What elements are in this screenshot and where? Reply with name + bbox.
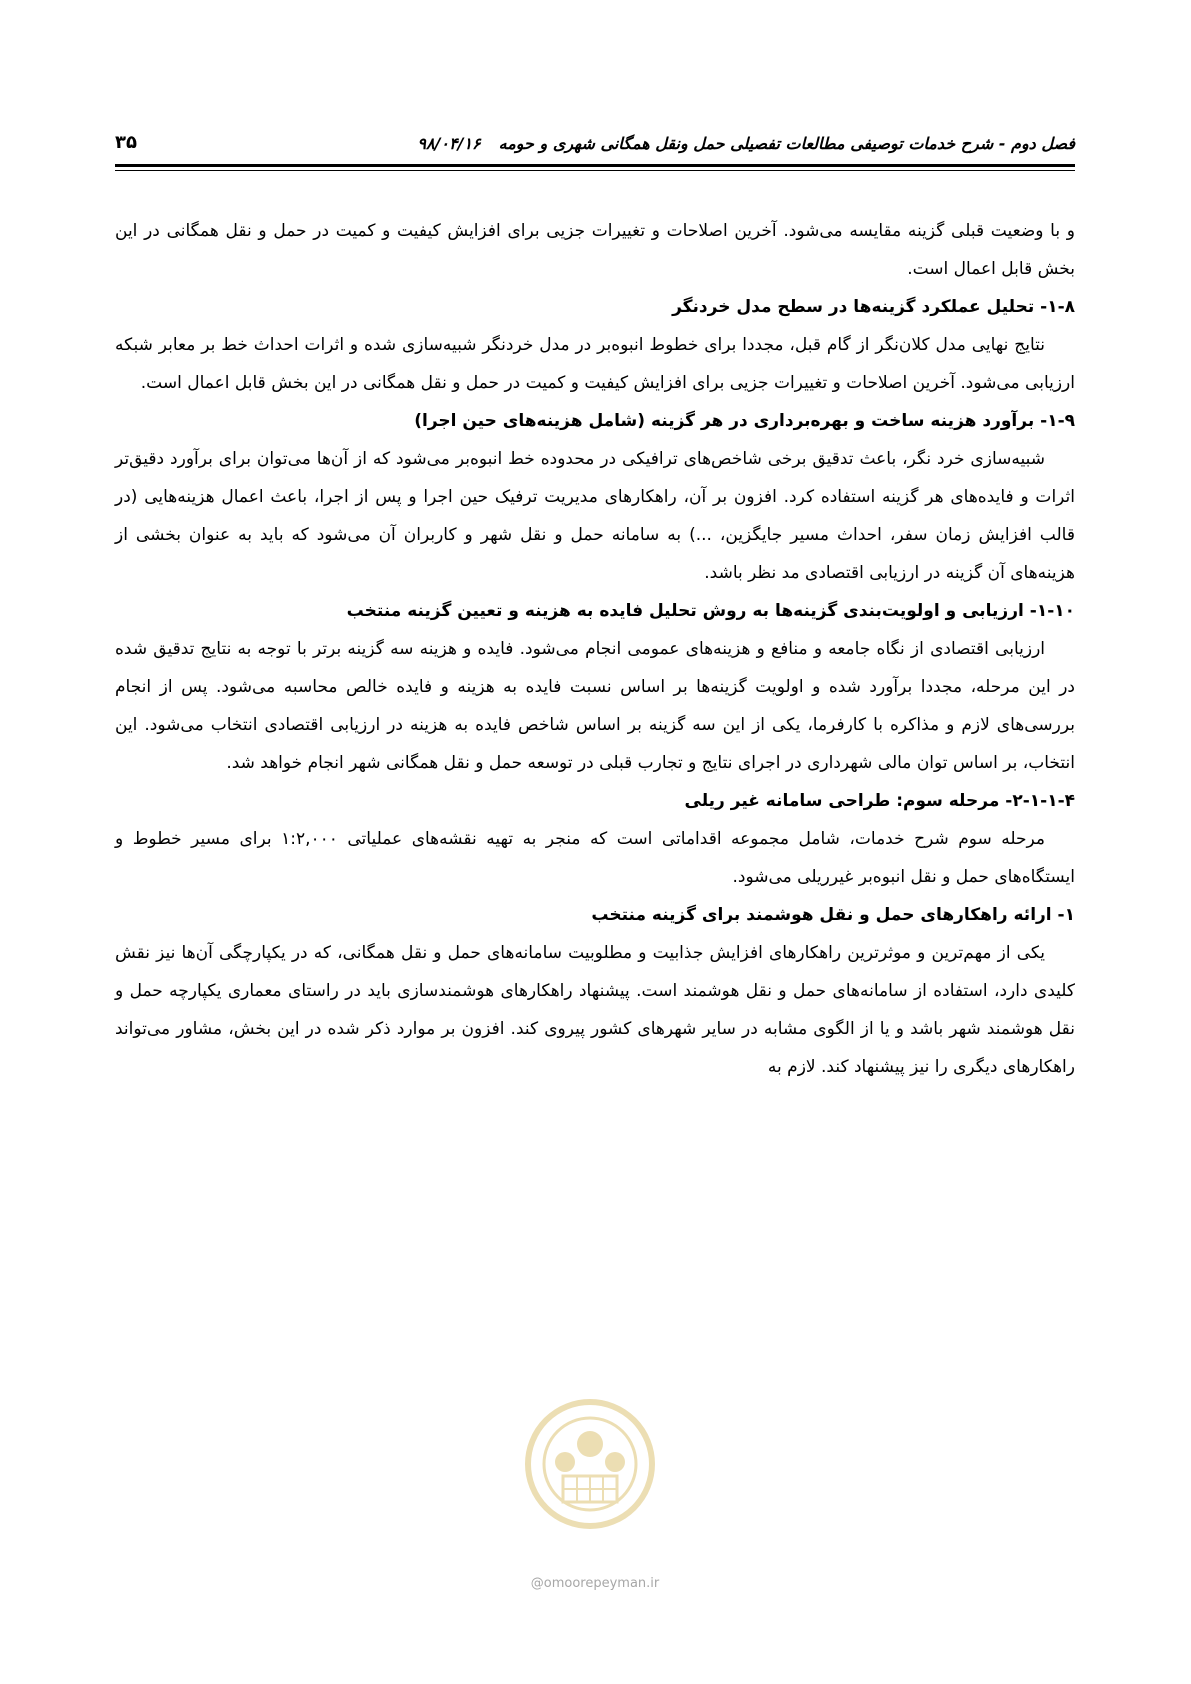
- paragraph-1-9: شبیه‌سازی خرد نگر، باعث تدقیق برخی شاخص‌های ترافیکی در محدوده خط انبوه‌بر می‌شود که از آن‌ها می‌توان برای برآورد دقیق‌تر اثرات و فایده‌های هر گزینه استفاده کرد. افزون بر آن، راهکارهای مدیریت ترفیک حین اجرا و پس از اجرا، باعث اعمال هزینه‌هایی (در قالب افزایش زمان سفر، احداث مسیر جایگزین، ...) به سامانه حمل و نقل شهر و کاربران آن می‌شود که باید به عنوان بخشی از هزینه‌های آن گزینه در ارزیابی اقتصادی مد نظر باشد.: [115, 449, 1075, 583]
- header-title-text: فصل دوم - شرح خدمات توصیفی مطالعات تفصیلی حمل ونقل همگانی شهری و حومه: [498, 134, 1075, 153]
- header-date: ۹۸/۰۴/۱۶: [417, 134, 481, 153]
- watermark-seal-icon: [505, 1384, 675, 1544]
- watermark-url: @omoorepeyman.ir: [530, 1576, 660, 1591]
- page-header: [115, 128, 1075, 168]
- heading-1-8: ۱-۸- تحلیل عملکرد گزینه‌ها در سطح مدل خردنگر: [672, 297, 1075, 317]
- header-rule-thick: [115, 164, 1075, 167]
- heading-1-10: ۱-۱۰- ارزیابی و اولویت‌بندی گزینه‌ها به روش تحلیل فایده به هزینه و تعیین گزینه منتخب: [346, 601, 1075, 621]
- heading-its: ۱- ارائه راهکارهای حمل و نقل هوشمند برای گزینه منتخب: [591, 905, 1075, 925]
- paragraph-1-10: ارزیابی اقتصادی از نگاه جامعه و منافع و هزینه‌های عمومی انجام می‌شود. فایده و هزینه سه گزینه برتر با توجه به نتایج تدقیق شده در این مرحله، مجددا برآورد شده و اولویت گزینه‌ها بر اساس نسبت فایده به هزینه و فایده خالص محاسبه می‌شود. پس از انجام بررسی‌های لازم و مذاکره با کارفرما، یکی از این سه گزینه بر اساس شاخص فایده به هزینه در ارزیابی اقتصادی انتخاب می‌شود. این انتخاب، بر اساس توان مالی شهرداری در اجرای نتایج و تجارب قبلی در توسعه حمل و نقل همگانی شهر انجام خواهد شد.: [115, 639, 1075, 773]
- heading-1-9: ۱-۹- برآورد هزینه ساخت و بهره‌برداری در هر گزینه (شامل هزینه‌های حین اجرا): [414, 411, 1075, 431]
- heading-stage-3: ۲-۱-۱-۴- مرحله سوم: طراحی سامانه غیر ریلی: [684, 791, 1075, 811]
- page-content: [115, 212, 1075, 1086]
- paragraph-continued: و با وضعیت قبلی گزینه مقایسه می‌شود. آخرین اصلاحات و تغییرات جزیی برای افزایش کیفیت و کمیت در حمل و نقل همگانی در این بخش قابل اعمال است.: [115, 221, 1075, 279]
- paragraph-its: یکی از مهم‌ترین و موثرترین راهکارهای افزایش جذابیت و مطلوبیت سامانه‌های حمل و نقل همگانی، که در یکپارچگی آن‌ها نیز نقش کلیدی دارد، استفاده از سامانه‌های حمل و نقل هوشمند است. پیشنهاد راهکارهای هوشمندسازی باید در راستای معماری یکپارچه حمل و نقل هوشمند شهر باشد و یا از الگوی مشابه در سایر شهرهای کشور پیروی کند. افزون بر موارد ذکر شده در این بخش، مشاور می‌تواند راهکارهای دیگری را نیز پیشنهاد کند. لازم به: [115, 943, 1075, 1077]
- header-title: [417, 134, 1075, 153]
- paragraph-1-8: نتایج نهایی مدل کلان‌نگر از گام قبل، مجددا برای خطوط انبوه‌بر در مدل خردنگر شبیه‌سازی شده و اثرات احداث خط بر معابر شبکه ارزیابی می‌شود. آخرین اصلاحات و تغییرات جزیی برای افزایش کیفیت و کمیت در حمل و نقل همگانی در این بخش قابل اعمال است.: [115, 335, 1075, 393]
- page-number: ۳۵: [115, 132, 137, 153]
- header-rule-thin: [115, 170, 1075, 171]
- paragraph-stage-3: مرحله سوم شرح خدمات، شامل مجموعه اقداماتی است که منجر به تهیه نقشه‌های عملیاتی ۱:۲,۰۰۰ برای مسیر خطوط و ایستگاه‌های حمل و نقل انبوه‌بر غیرریلی می‌شود.: [115, 829, 1075, 887]
